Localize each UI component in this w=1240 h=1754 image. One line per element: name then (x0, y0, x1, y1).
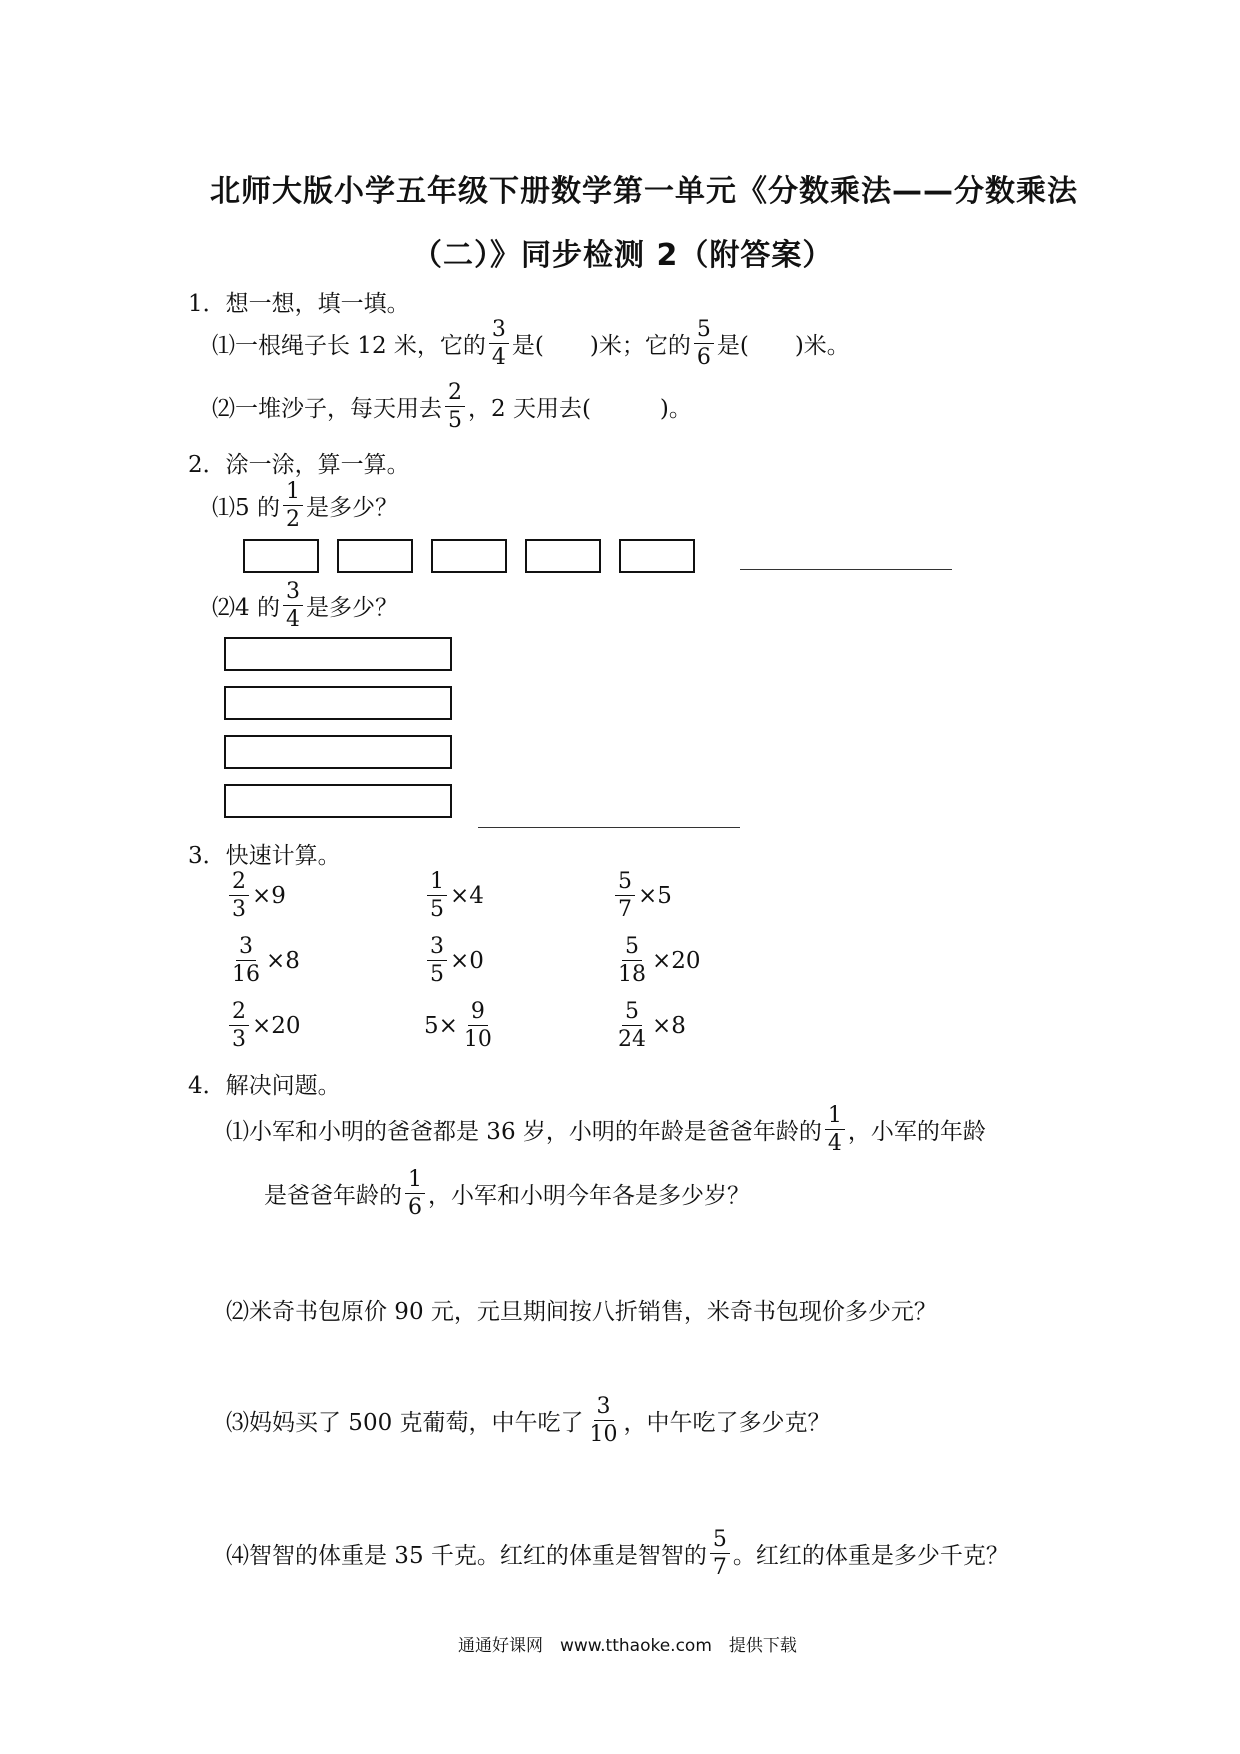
calc-item: $\frac{2}{3}$ ×9 (226, 870, 286, 921)
page-title-line1: 北师大版小学五年级下册数学第一单元《分数乘法——分数乘法 (210, 174, 1078, 209)
calc-item: $\frac{2}{3}$ ×20 (226, 1000, 301, 1051)
fraction: $\frac{3}{10}$ (589, 1394, 618, 1448)
fraction: $\frac{1}{4}$ (825, 1104, 845, 1155)
calc-item: $\frac{5}{24}$ ×8 (612, 1000, 686, 1051)
q2-part1 (212, 480, 398, 531)
fraction: $\frac{3}{4}$ (283, 580, 303, 631)
page-footer: 通通好课网 www.tthaoke.com 提供下载 (458, 1636, 797, 1656)
calc-item: $\frac{3}{16}$ ×8 (226, 935, 300, 986)
answer-line[interactable] (478, 827, 740, 828)
shading-box[interactable] (243, 539, 319, 573)
shading-box[interactable] (337, 539, 413, 573)
shading-box[interactable] (525, 539, 601, 573)
q2-part2-pre: ⑵4 的 (212, 595, 280, 622)
q2-part2-post: 是多少？ (305, 595, 398, 622)
q4-part1-line2: 是爸爸年龄的 $\frac{1}{6}$ ，小军和小明今年各是多少岁？ (264, 1167, 750, 1221)
q1-part1-post: 是( )米。 (716, 333, 850, 360)
fraction: $\frac{9}{10}$ (463, 999, 492, 1053)
q1-heading: 1．想一想，填一填。 (188, 291, 410, 317)
q1-part2-post: ，2 天用去( )。 (468, 396, 692, 423)
fraction: $\frac{5}{7}$ (615, 870, 635, 921)
calc-item: $\frac{5}{18}$ ×20 (612, 935, 701, 986)
shading-box[interactable] (224, 637, 452, 671)
q4-part3: ⑶妈妈买了 500 克葡萄，中午吃了 $\frac{3}{10}$ ，中午吃了多少克？ (226, 1394, 831, 1448)
fraction: $\frac{5}{24}$ (618, 999, 646, 1053)
q2-heading: 2．涂一涂，算一算。 (188, 452, 410, 478)
q1-part1 (212, 318, 850, 369)
shading-box[interactable] (431, 539, 507, 573)
shading-box[interactable] (224, 735, 452, 769)
fraction: $\frac{2}{3}$ (229, 870, 249, 921)
q4-part2: ⑵米奇书包原价 90 元，元旦期间按八折销售，米奇书包现价多少元？ (226, 1299, 937, 1325)
q1-part1-pre: ⑴一根绳子长 12 米，它的 (212, 333, 486, 360)
shading-box[interactable] (619, 539, 695, 573)
q1-part2-pre: ⑵一堆沙子，每天用去 (212, 396, 442, 423)
fraction: $\frac{3}{5}$ (427, 935, 447, 986)
q2-part1-pre: ⑴5 的 (212, 495, 280, 522)
q3-heading: 3．快速计算。 (188, 843, 341, 869)
answer-line[interactable] (740, 569, 952, 570)
page-title-line2: （二）》同步检测 2（附答案） (412, 238, 834, 273)
q2-part2 (212, 580, 398, 631)
fraction: $\frac{3}{4}$ (489, 318, 509, 369)
q4-part1-line1: ⑴小军和小明的爸爸都是 36 岁，小明的年龄是爸爸年龄的 $\frac{1}{4}$ ，小军的年龄 (226, 1103, 986, 1157)
shading-box[interactable] (224, 686, 452, 720)
fraction: $\frac{5}{6}$ (694, 318, 714, 369)
q4-part4: ⑷智智的体重是 35 千克。红红的体重是智智的 $\frac{5}{7}$ 。红红的体重是多少千克？ (226, 1527, 1009, 1581)
fraction: $\frac{1}{6}$ (405, 1168, 425, 1219)
q1-part1-mid: 是( )米；它的 (511, 333, 691, 360)
fraction: $\frac{2}{5}$ (445, 381, 465, 432)
calc-item: 5× $\frac{9}{10}$ (424, 1000, 498, 1051)
calc-item: $\frac{1}{5}$ ×4 (424, 870, 484, 921)
q1-part2 (212, 381, 692, 432)
q4-heading: 4．解决问题。 (188, 1073, 341, 1099)
fraction: $\frac{1}{5}$ (427, 870, 447, 921)
calc-item: $\frac{5}{7}$ ×5 (612, 870, 672, 921)
calc-item: $\frac{3}{5}$ ×0 (424, 935, 484, 986)
fraction: $\frac{5}{7}$ (710, 1528, 730, 1579)
fraction: $\frac{1}{2}$ (283, 480, 303, 531)
fraction: $\frac{5}{18}$ (618, 934, 646, 988)
shading-box[interactable] (224, 784, 452, 818)
q2-part1-post: 是多少？ (305, 495, 398, 522)
fraction: $\frac{3}{16}$ (232, 934, 260, 988)
fraction: $\frac{2}{3}$ (229, 1000, 249, 1051)
